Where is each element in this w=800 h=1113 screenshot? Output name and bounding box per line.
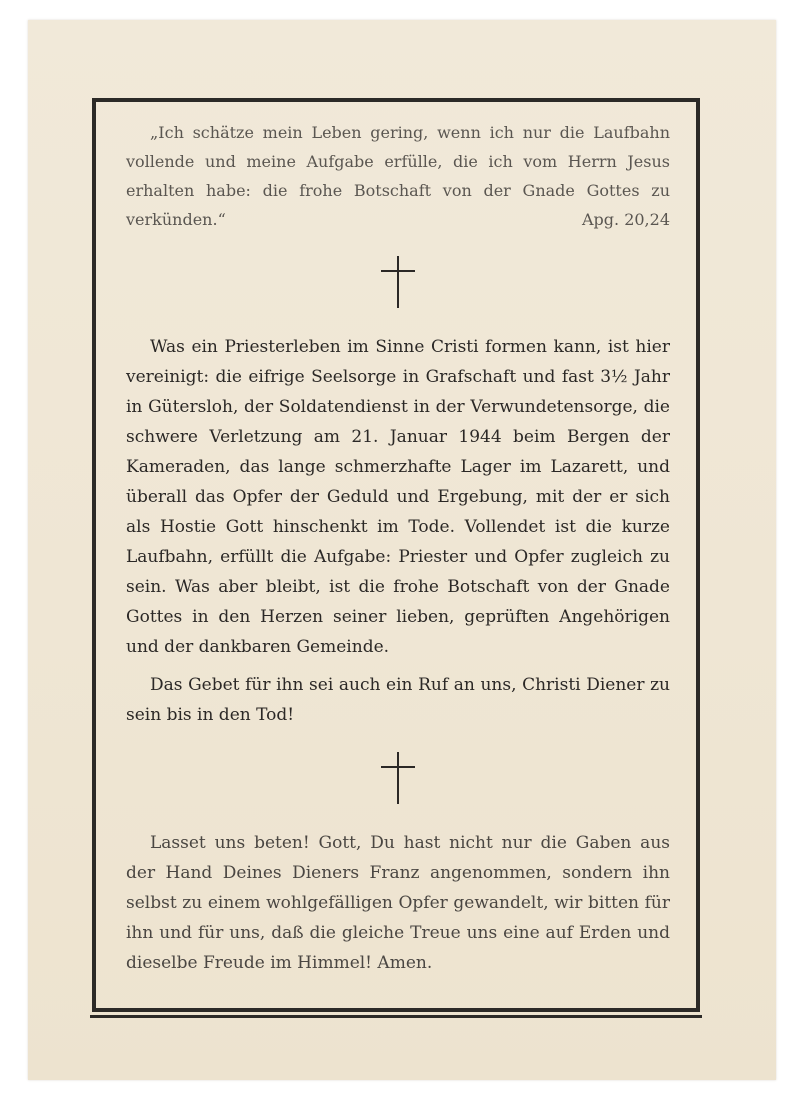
cross-icon: [381, 256, 415, 308]
bible-quote-text: „Ich schätze mein Leben gering, wenn ich nur die Laufbahn vollende und meine Aufgabe erfülle, die ich vom Herrn Jesus erhalten habe: die frohe Botschaft von der Gnade Gottes zu verkünden.“: [126, 123, 670, 229]
card-content: [126, 118, 670, 978]
prayer-call-paragraph: Das Gebet für ihn sei auch ein Ruf an uns, Christi Diener zu sein bis in den Tod!: [126, 675, 670, 725]
bible-quote: [126, 118, 670, 234]
cross-icon: [381, 752, 415, 804]
bible-quote-reference: Apg. 20,24: [581, 210, 670, 229]
biography-paragraph: Was ein Priesterleben im Sinne Cristi formen kann, ist hier vereinigt: die eifrige Seelsorge in Grafschaft und fast 3½ Jahr in Gütersloh, der Soldatendienst in der Verwundetensorge, die schwere Verletzung am 21. Januar 1944 beim Bergen der Kameraden, das lange schmerzhafte Lager im Lazarett, und überall das Opfer der Geduld und Ergebung, mit der er sich als Hostie Gott hinschenkt im Tode. Vollendet ist die kurze Laufbahn, erfüllt die Aufgabe: Priester und Opfer zugleich zu sein. Was aber bleibt, ist die frohe Botschaft von der Gnade Gottes in den Herzen seiner lieben, geprüften Angehörigen und der dankbaren Gemeinde.: [126, 337, 670, 657]
closing-prayer: Lasset uns beten! Gott, Du hast nicht nur die Gaben aus der Hand Deines Dieners Franz angenommen, sondern ihn selbst zu einem wohlgefälligen Opfer gewandelt, wir bitten für ihn und für uns, daß die gleiche Treue uns eine auf Erden und dieselbe Freude im Himmel! Amen.: [126, 833, 670, 973]
